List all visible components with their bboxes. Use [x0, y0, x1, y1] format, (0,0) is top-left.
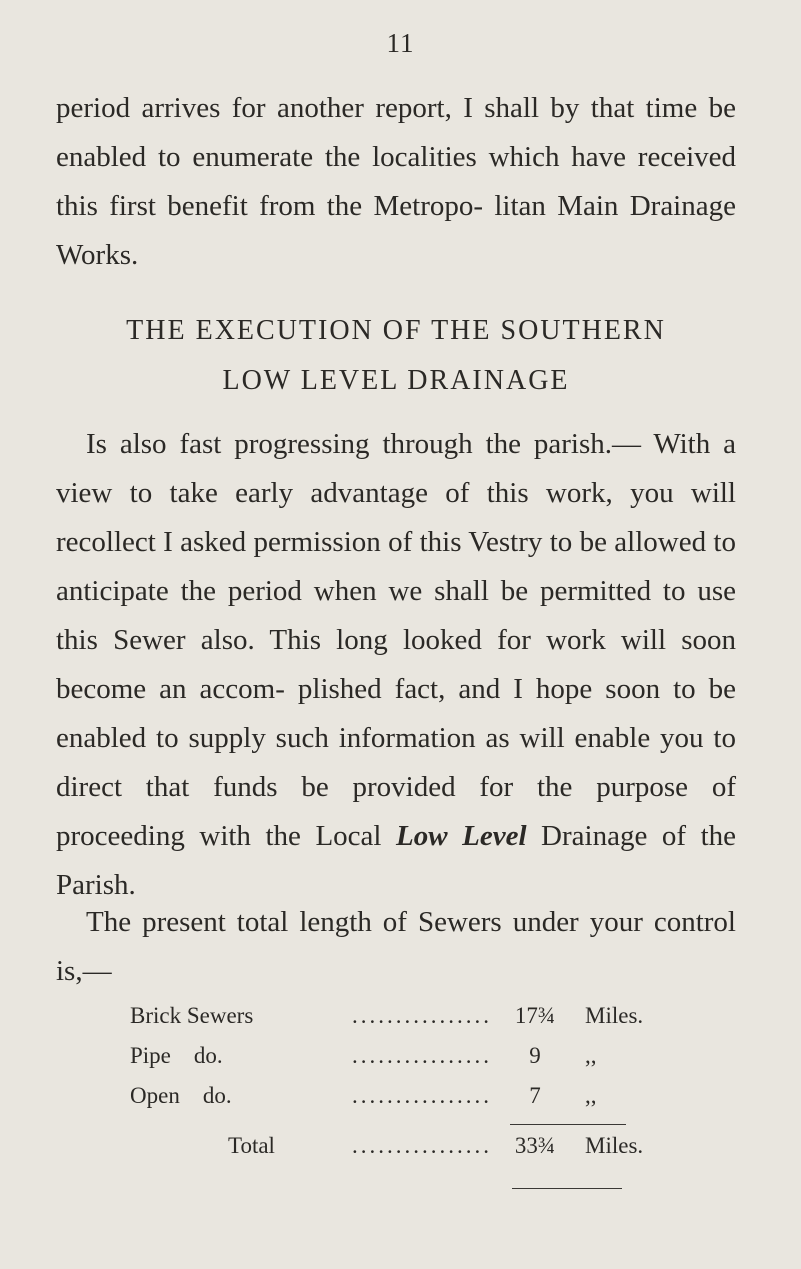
- row-amount: 17¾: [514, 1003, 556, 1028]
- table-row: [130, 1080, 670, 1112]
- section-heading-line-2: LOW LEVEL DRAINAGE: [222, 365, 570, 396]
- table-row: [130, 1000, 670, 1032]
- section-heading-line-1: THE EXECUTION OF THE SOUTHERN: [126, 315, 666, 346]
- row-label: Pipe do.: [130, 1040, 225, 1072]
- dot-leader: ................: [352, 1083, 492, 1108]
- paragraph-report-continuation: period arrives for another report, I shall by that time be enabled to enumerate the localities which have received this first benefit from the Metropo- litan Main Drainage Works.: [56, 92, 736, 271]
- total-label: Total: [228, 1130, 277, 1162]
- paragraph-drainage-text-before: Is also fast progressing through the parish.— With a view to take early advantage of this work, you will recollect I asked permission of this Vestry to be allowed to anticipate the period when we shall be permitted to use this Sewer also. This long looked for work will soon become an accom- plished fact, and I hope soon to be enabled to supply such information as will enable you to direct that funds be provided for the purpose of proceeding with the Local: [56, 428, 736, 852]
- row-unit: ,,: [585, 1083, 597, 1108]
- row-unit: ,,: [585, 1043, 597, 1068]
- sum-rule-bottom: [512, 1188, 622, 1189]
- dot-leader: ................: [352, 1043, 492, 1068]
- paragraph-drainage-progress: [56, 420, 736, 910]
- sum-rule-top: [510, 1124, 626, 1125]
- page-number: 11: [386, 28, 415, 58]
- table-row: [130, 1040, 670, 1072]
- table-total-row: [130, 1130, 670, 1162]
- row-amount: 7: [529, 1083, 541, 1108]
- row-label: Brick Sewers: [130, 1000, 255, 1032]
- total-amount: 33¾: [514, 1133, 556, 1158]
- total-unit: Miles.: [585, 1133, 644, 1158]
- paragraph-drainage-emphasis: Low Level: [396, 820, 527, 852]
- row-amount: 9: [529, 1043, 541, 1068]
- dot-leader: ................: [352, 1003, 492, 1028]
- row-label: Open do.: [130, 1080, 234, 1112]
- dot-leader: ................: [352, 1133, 492, 1158]
- paragraph-sewer-length-intro: The present total length of Sewers under your control is,—: [56, 906, 736, 987]
- paragraph-drainage-text-after: Drainage of the Parish.: [56, 820, 737, 901]
- row-unit: Miles.: [585, 1003, 644, 1028]
